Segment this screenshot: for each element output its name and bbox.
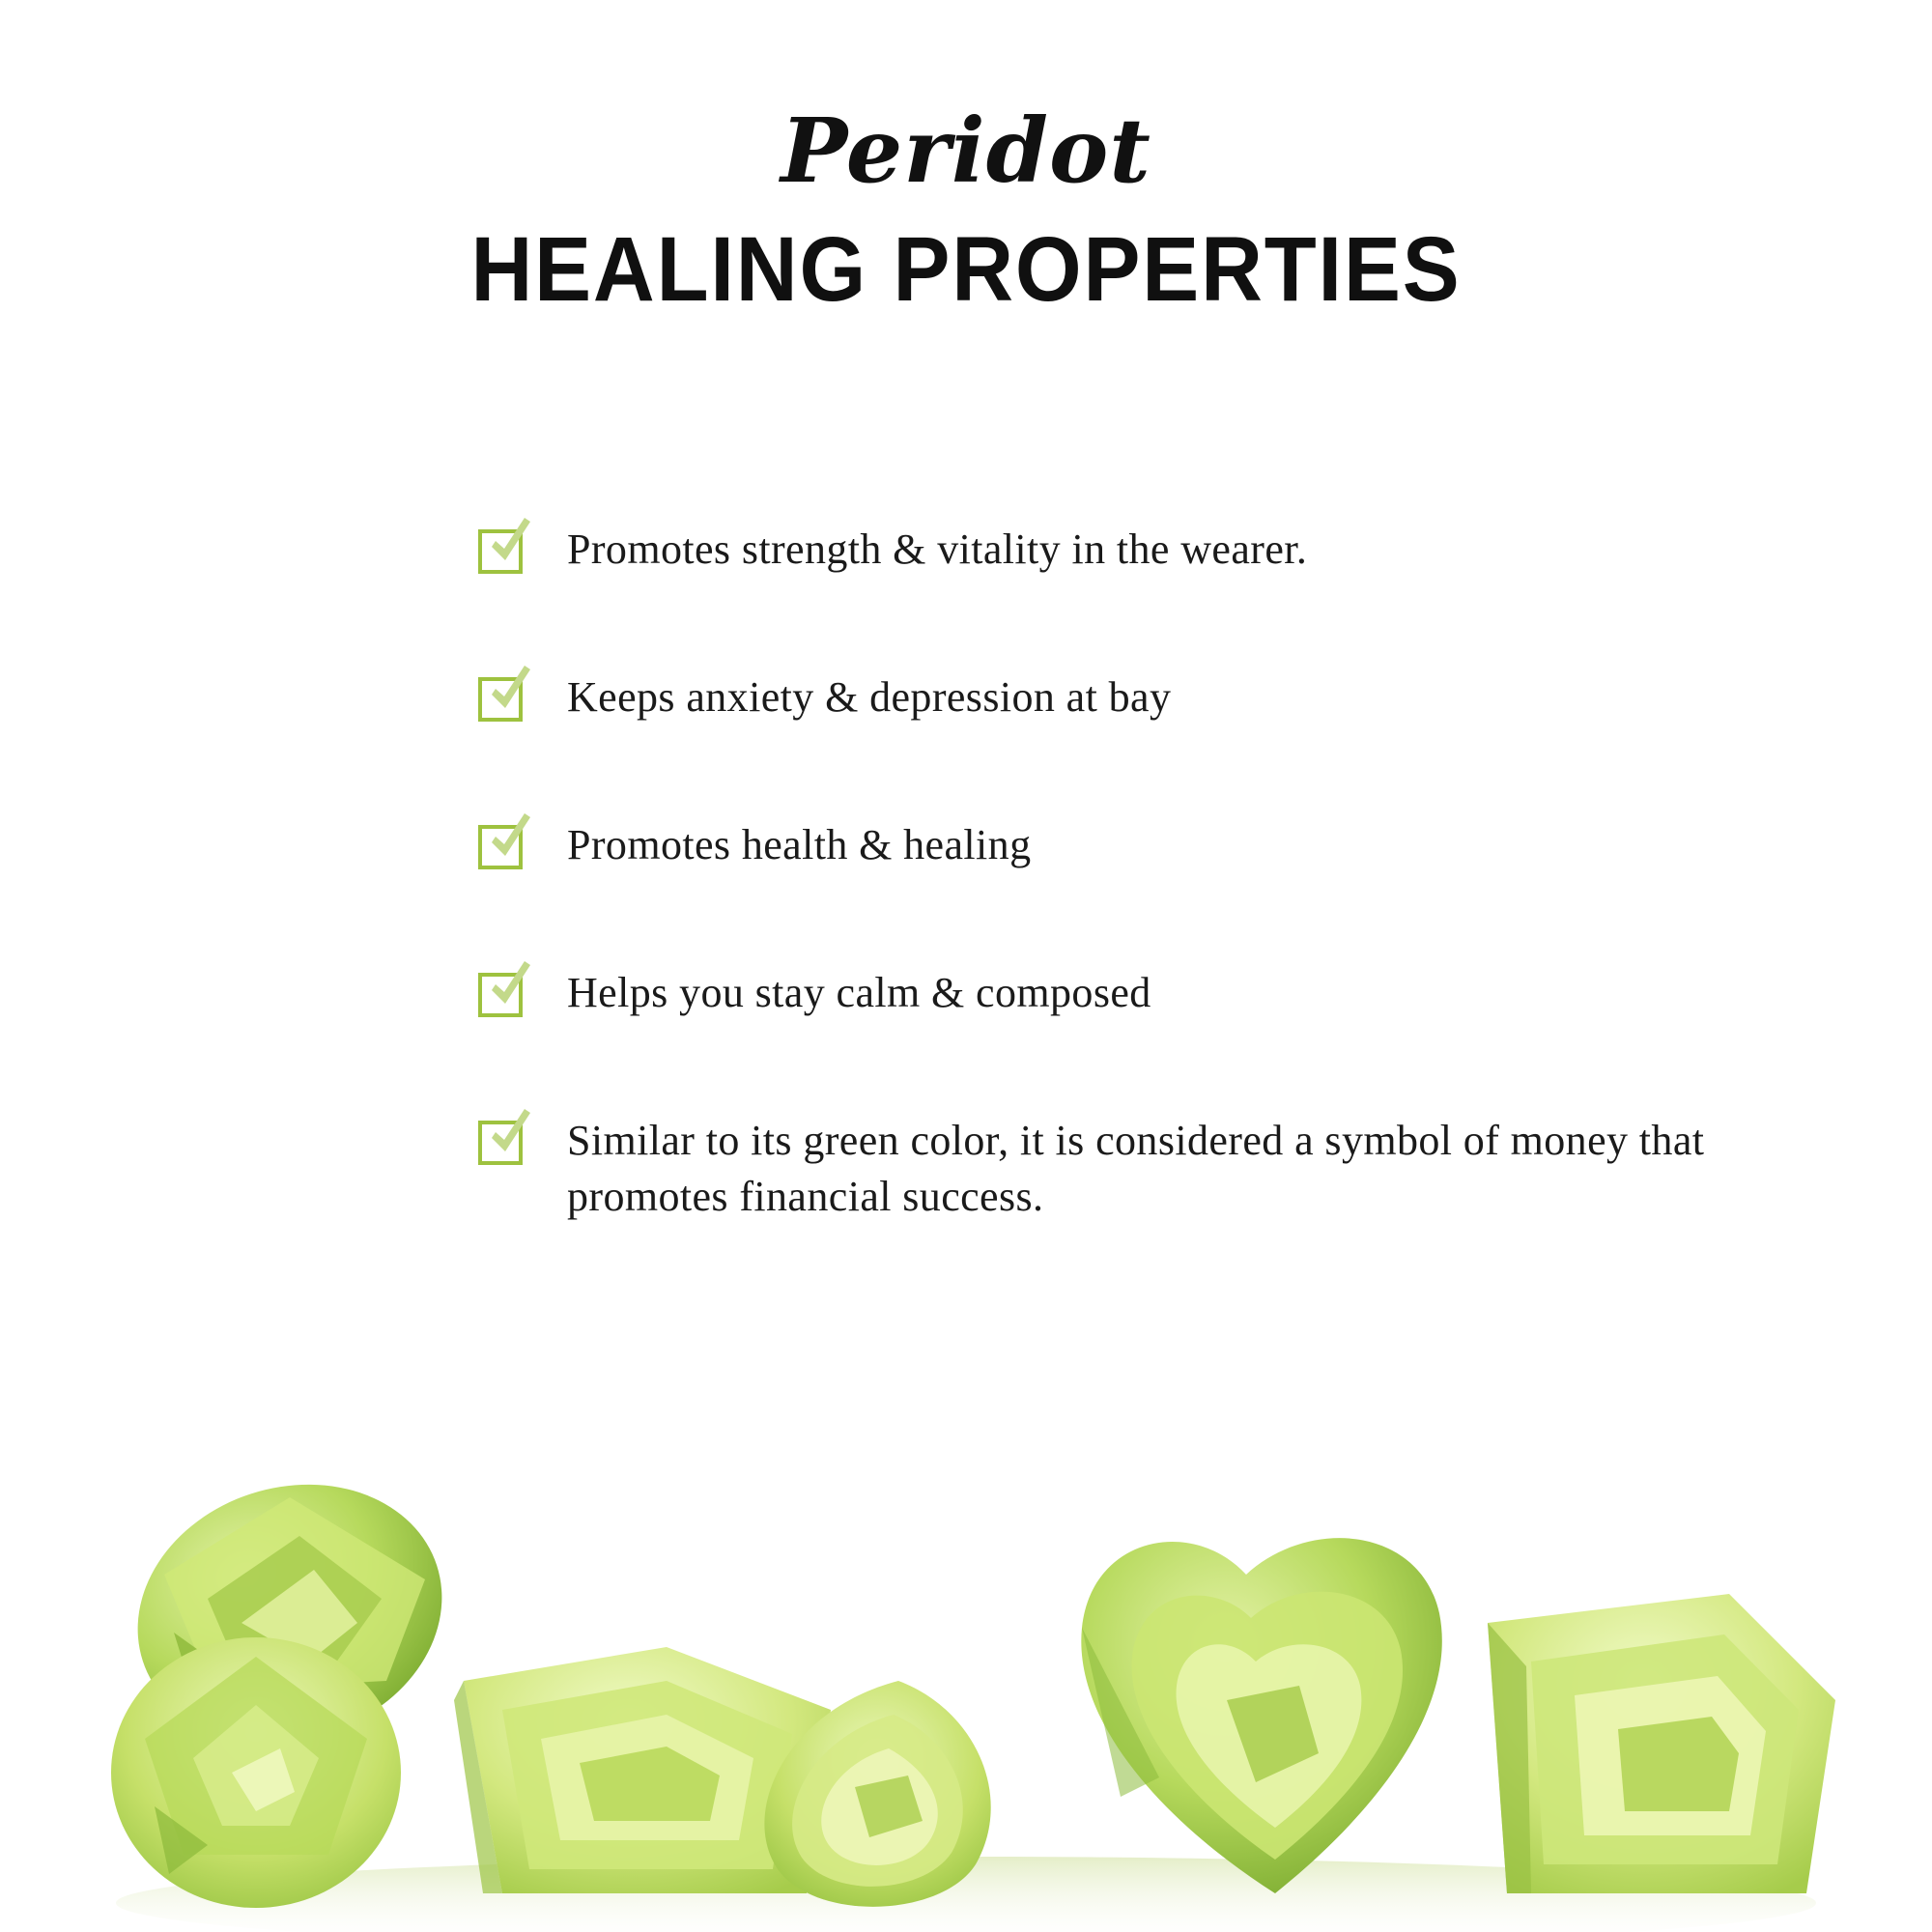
check-mark-icon [486, 1109, 536, 1161]
gemstone-illustration [0, 1391, 1932, 1932]
check-mark-icon [486, 666, 536, 718]
check-mark-icon [486, 518, 536, 570]
list-item-label: Promotes health & healing [567, 821, 1032, 869]
checkbox-checked-icon [478, 825, 523, 869]
check-mark-icon [486, 961, 536, 1013]
list-item-label: Similar to its green color, it is considered a symbol of money that promotes financial success. [567, 1117, 1705, 1221]
checkbox-checked-icon [478, 677, 523, 722]
page-title-script: Peridot [781, 99, 1151, 203]
list-item [478, 522, 1811, 578]
page-header [0, 0, 1932, 321]
list-item-label: Keeps anxiety & depression at bay [567, 673, 1172, 722]
healing-properties-list [478, 522, 1811, 1225]
checkbox-checked-icon [478, 1121, 523, 1165]
square-cut-gem [1488, 1594, 1835, 1893]
checkbox-checked-icon [478, 529, 523, 574]
list-item-label: Promotes strength & vitality in the wearer. [567, 526, 1308, 573]
page-title: HEALING PROPERTIES [470, 218, 1462, 321]
list-item-label: Helps you stay calm & composed [567, 969, 1151, 1017]
gemstone-photo [0, 1391, 1932, 1932]
list-item [478, 965, 1811, 1021]
heart-cut-gem [1081, 1538, 1441, 1893]
list-item [478, 817, 1811, 873]
checkbox-checked-icon [478, 973, 523, 1017]
check-mark-icon [486, 813, 536, 866]
list-item [478, 1113, 1811, 1225]
list-item [478, 669, 1811, 725]
round-gem-small [111, 1637, 401, 1908]
